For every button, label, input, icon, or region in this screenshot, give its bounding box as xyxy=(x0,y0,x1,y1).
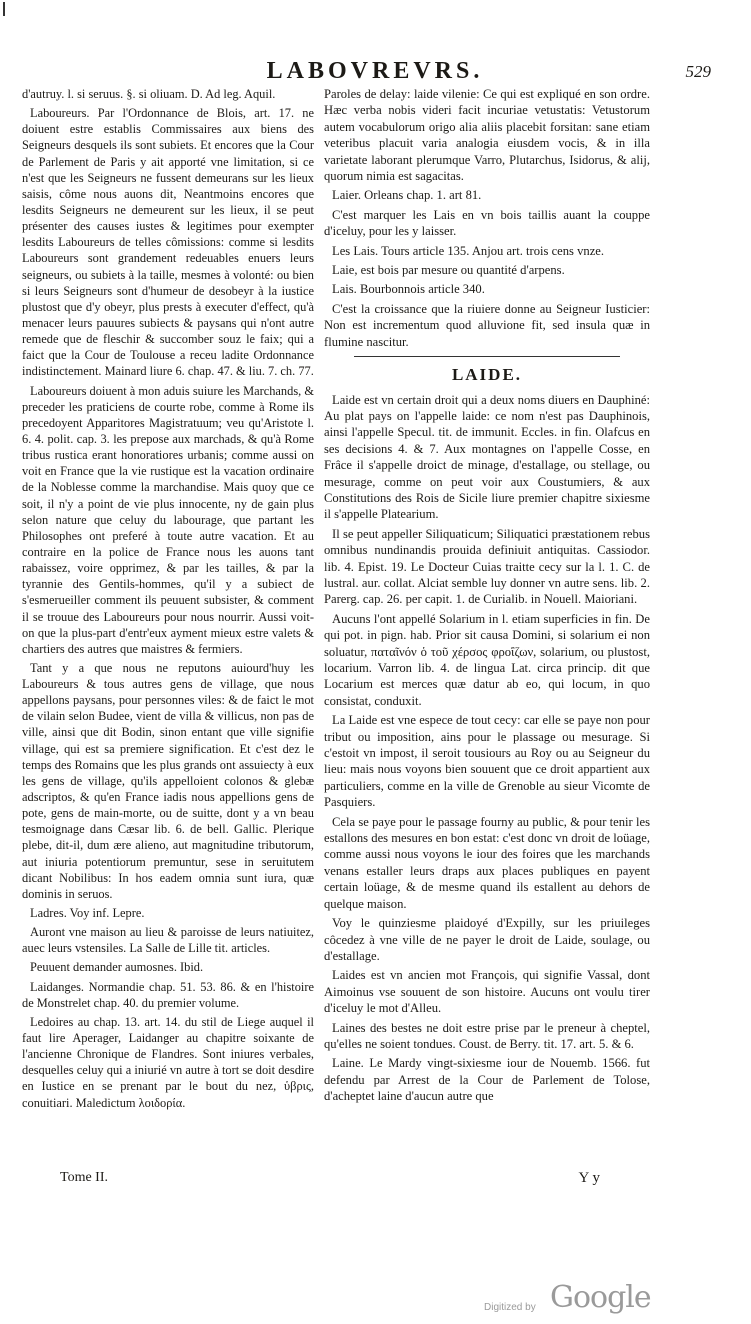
paragraph: Les Lais. Tours article 135. Anjou art. trois cens vnze. xyxy=(332,243,605,258)
right-column xyxy=(324,86,650,1108)
google-logo: Google xyxy=(550,1280,651,1315)
paragraph: Laier. Orleans chap. 1. art 81. xyxy=(332,188,482,203)
paragraph: Auront vne maison au lieu & paroisse de leurs natiuitez, auec leurs vstensiles. La Salle de Lille tit. articles. xyxy=(22,925,314,956)
paragraph: Laboureurs doiuent à mon aduis suiure les Marchands, & preceder les praticiens de courte robe, comme à Rome ils precedoyent Apparitores Magistratuum; veu qu'Aristote l. 6. 4. polit. cap. 3. les prepose aux marchads, & qu'à Rome tribus rustica erant honoratiores urbanis; comme aussi on voit en France que la vie rustique est la vacation ordinaire de la Noblesse comme la marchandise. Mais quoy que ce soit, il n'y a point de vie plus innocente, ny de gain plus selon nature que celuy du labourage, que partant les Philosophes ont preferé à toute autre vacation. Et au contraire en la police de France nous les auons tant rabaissez, voire opprimez, & par les tailles, & par la tyrannie des Gentils-hommes, qu'il y a subiect de s'esmerueiller comment ils peuuent subsister, & comment il se trouue des Laboureurs pour nous nourrir. Aussi voit-on que la plus-part d'entr'eux ayment mieux estre valets & chartiers des autres que maistres & fermiers. xyxy=(22,383,314,656)
running-header xyxy=(40,58,711,84)
divider xyxy=(354,356,620,357)
paragraph: Lais. Bourbonnois article 340. xyxy=(332,282,485,297)
paragraph: Ledoires au chap. 13. art. 14. du stil de Liege auquel il faut lire Aperager, Laidanger au chapitre soixante de l'ancienne Chronique de Flandres. Sont iniures verbales, desquelles celuy qui a iniurié vn autre à tort se doit desdire en Iustice en se prenant par le bout du nez, ὑβρις, conuitiari. Maledictum λοιδορία. xyxy=(22,1014,314,1110)
section-title: LAIDE. xyxy=(451,365,523,385)
signature-line xyxy=(40,1170,660,1210)
paragraph: Peuuent demander aumosnes. Ibid. xyxy=(30,960,204,975)
signature-mark: Y y xyxy=(578,1170,600,1186)
paragraph: Laine. Le Mardy vingt-sixiesme iour de Nouemb. 1566. fut defendu par Arrest de la Cour de Parlement de Tolose, d'acheptet laine d'aucun autre que xyxy=(324,1056,650,1104)
paragraph: Il se peut appeller Siliquaticum; Siliquatici præstationem rebus omnibus nundinandis prouida definiuit antiquitas. Cassiodor. lib. 4. Epist. 19. Le Docteur Cuias traitte cecy sur la l. 1. C. de lustral. aur. collat. Alciat semble luy donner vn autre sens. lib. 2. Parerg. cap. 26. per capit. 1. de Curialib. in Nouell. Maioriani. xyxy=(324,526,650,607)
paragraph: Tant y a que nous ne reputons auiourd'huy les Laboureurs & tous autres gens de village, que nous appellons paysans, pour personnes viles: & de faict le mot de vilain selon Budee, vient de villa & villicus, non pas de ville, ainsi que dit Bodin, sinon entant que ville signifie village, qui est sa premiere signification. Et c'est dez le temps des Romains que les plus grands ont assuiecty à eux les gens de village, qu'ils appelloient colonos & glebæ adscriptos, & qu'en France iadis nous appellions gens de pote, gens de main-morte, ou de suitte, dont y a vn beau tesmoignage dans Cæsar lib. 6. de bell. Gallic. Plerique plebe, dit-il, dum ære alieno, aut magnitudine tributorum, aut iniuria potentiorum premuntur, sese in seruitutem dicant Nobilibus: In hos eadem omnia sunt iura, quæ dominis in seruos. xyxy=(22,660,314,901)
paragraph: C'est marquer les Lais en vn bois taillis auant la couppe d'iceluy, pour les y laisser. xyxy=(324,207,650,239)
digitized-watermark xyxy=(470,1278,720,1318)
paragraph: Laines des bestes ne doit estre prise par le preneur à cheptel, qu'elles ne soient tondues. Coust. de Berry. tit. 17. art. 5. & 6. xyxy=(324,1020,650,1051)
paragraph: Aucuns l'ont appellé Solarium in l. etiam superficies in fin. De qui pot. in pign. hab. Prior sit causa Domini, si solarium ei non soluatur, παταῖνόν ὁ τοῦ χέρσος φροΐζων, solarium, ou plustost, locarium. Varron lib. 4. de lingua Lat. circa princip. dit que Locarium est merces quæ datur ab eo, qui locum, in quo consistat, conduxit. xyxy=(324,611,650,708)
paragraph: Laides est vn ancien mot François, qui signifie Vassal, dont Aimoinus vse souuent de son histoire. Aucuns ont voulu tirer d'iceluy le mot d'Alleu. xyxy=(324,968,650,1016)
paragraph: C'est la croissance que la riuiere donne au Seigneur Iusticier: Non est incrementum quod alluvione fit, sed insula quæ in flumine nascitur. xyxy=(324,301,650,349)
running-title: LABOVREVRS. xyxy=(266,58,484,84)
paragraph: Laidanges. Normandie chap. 51. 53. 86. & en l'histoire de Monstrelet chap. 40. du premier volume. xyxy=(22,979,314,1010)
digitized-by-label: Digitized by xyxy=(484,1302,536,1313)
paragraph: Voy le quinziesme plaidoyé d'Expilly, sur les priuileges côcedez à vne ville de ne payer le droit de Laide, soulage, ou d'estallage. xyxy=(324,916,650,963)
left-column xyxy=(22,86,314,1114)
paragraph: d'autruy. l. si seruus. §. si oliuam. D. Ad leg. Aquil. xyxy=(22,87,276,101)
paragraph: Laie, est bois par mesure ou quantité d'arpens. xyxy=(332,263,565,278)
tome-label: Tome II. xyxy=(60,1170,109,1185)
scan-mark xyxy=(3,2,5,16)
paragraph: Laide est vn certain droit qui a deux noms diuers en Dauphiné: Au plat pays on l'appelle laide: ce nom n'est pas Dauphinois, ainsi l'appelle Specul. tit. de immunit. Eccles. in fin. Olafcus en ses decisions 4. & 7. Aux montagnes on l'appelle Cosse, en Frâce il s'appelle droict de minage, d'estallage, ou stellage, ou mesurage, comme on peut voir aux Coustumiers, & aux Constitutions des Rois de Sicile liure premier chapitre sixiesme il s'appelle Platearium. xyxy=(324,392,650,522)
paragraph: Ladres. Voy inf. Lepre. xyxy=(30,906,145,921)
page-number: 529 xyxy=(685,62,711,81)
paragraph: La Laide est vne espece de tout cecy: car elle se paye non pour tribut ou imposition, ains pour le plassage ou mesurage. Si c'estoit vn impost, il seroit tousiours au Roy ou au Seigneur du lieu: mais nous voyons bien souuent que ce droit appartient aux particuliers, comme en la ville de Grenoble au sieur Vicomte de Pasquiers. xyxy=(324,713,650,810)
paragraph: Paroles de delay: laide vilenie: Ce qui est expliqué en son ordre. Hæc verba nobis videri facit incuriae vetustatis: Vetustorum autem vocabulorum origo alia aliis placebit forsitan: sane etiam veteribus placuit varia analogia eiusdem vocis, & in illa varietate laborant plerumque Varro, Plutarchus, Isidorus, & alij, quorum nimia est sagacitas. xyxy=(324,87,650,184)
paragraph: Laboureurs. Par l'Ordonnance de Blois, art. 17. ne doiuent estre establis Commissaires aux biens des Seigneurs desquels ils sont subiets. Et encores que la Cour de Parlement de Paris y ait apporté vne limitation, si ce n'est que les Seigneurs ne fussent demeurans sur les lieux saisis, côme nous auons dit, Neantmoins encores que lesdits Seigneurs ne demeurent sur les lieux, il se peut présenter des causes iustes & legitimes pour exempter lesdits Laboureurs de telles cômissions: comme si lesdits Laboureurs sont grandement redeuables enuers leurs seigneurs, ou subiets à la taille, mesmes à volonté: ou bien si leurs Seigneurs sont d'humeur de desobeyr à la iustice plustost que d'y obeyr, plus prests à executer d'effect, qu'à menacer leurs pauures subiects & paysans qui n'ont autre remede que de fleschir & succomber souz le faix; qui a faict que la Cour de Toulouse a receu ladite Ordonnance indistinctement. Mainard liure 6. chap. 47. & liu. 7. ch. 77. xyxy=(22,106,314,379)
paragraph: Cela se paye pour le passage fourny au public, & pour tenir les estallons des mesures en bon estat: c'est donc vn droit de loüage, comme aussi nous voyons le iour des foires que les marchands venans estaller leurs draps aux places publiques en payent certain loüage, & de mesme quand ils estallent au dehors de quelque maison. xyxy=(324,814,650,911)
